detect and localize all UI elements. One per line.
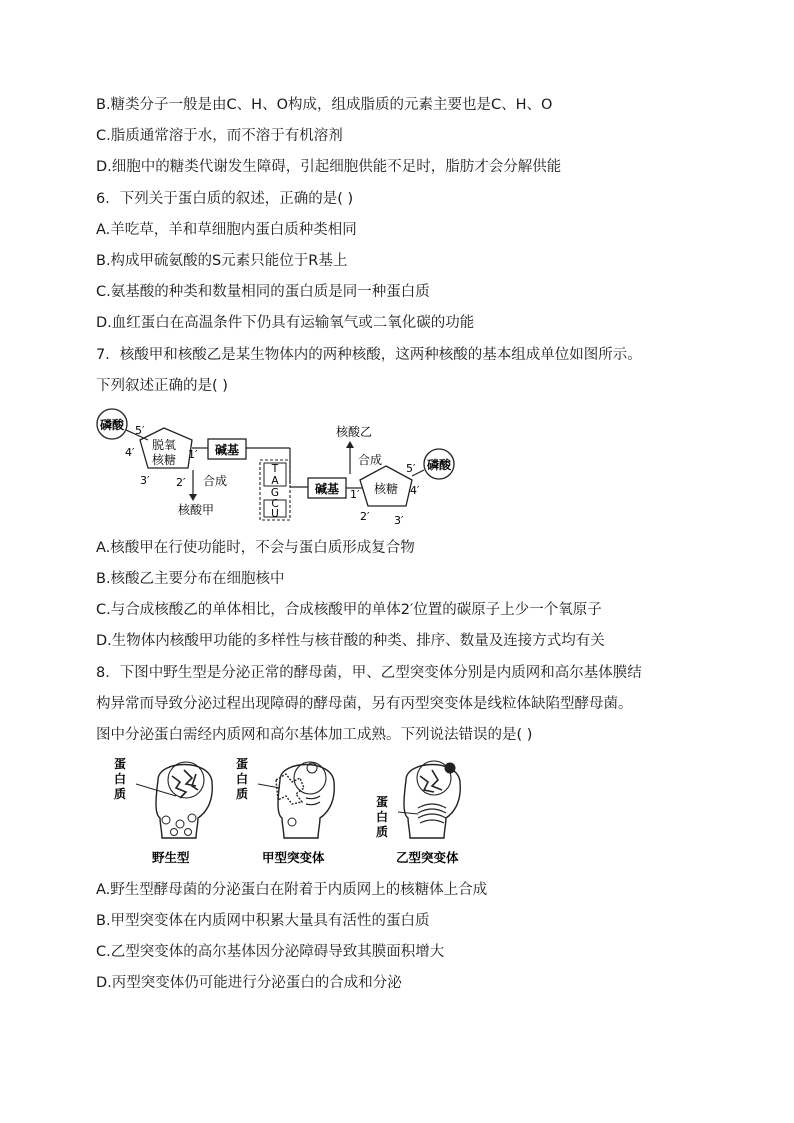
question-8-line3: 图中分泌蛋白需经内质网和高尔基体加工成熟。下列说法错误的是( ) bbox=[96, 727, 533, 743]
nucleic-acid-b-label: 核酸乙 bbox=[336, 425, 373, 439]
type-b-caption: 乙型突变体 bbox=[396, 850, 459, 865]
option-6c: C.氨基酸的种类和数量相同的蛋白质是同一种蛋白质 bbox=[96, 284, 430, 300]
option-5b: B.糖类分子一般是由C、H、O构成，组成脂质的元素主要也是C、H、O bbox=[96, 97, 553, 113]
type-a-protein-label-3: 质 bbox=[236, 787, 249, 801]
option-6a: A.羊吃草，羊和草细胞内蛋白质种类相同 bbox=[96, 222, 357, 238]
carbon-3-right: 3′ bbox=[394, 514, 404, 527]
type-b-protein-label-1: 蛋 bbox=[376, 795, 389, 809]
type-b-protein-label-3: 质 bbox=[376, 825, 389, 839]
question-7-line1: 7．核酸甲和核酸乙是某生物体内的两种核酸，这两种核酸的基本组成单位如图所示。 bbox=[96, 347, 642, 363]
type-a-protein-label-1: 蛋 bbox=[236, 757, 249, 771]
base-right-label: 碱基 bbox=[314, 482, 340, 496]
option-7c: C.与合成核酸乙的单体相比，合成核酸甲的单体2′位置的碳原子上少一个氧原子 bbox=[96, 602, 602, 618]
type-a-protein-label-2: 白 bbox=[236, 772, 249, 786]
option-5d: D.细胞中的糖类代谢发生障碍，引起细胞供能不足时，脂肪才会分解供能 bbox=[96, 159, 562, 175]
option-8b: B.甲型突变体在内质网中积累大量具有活性的蛋白质 bbox=[96, 913, 430, 929]
option-7d: D.生物体内核酸甲功能的多样性与核苷酸的种类、排序、数量及连接方式均有关 bbox=[96, 633, 605, 649]
carbon-2-right: 2′ bbox=[360, 510, 370, 523]
carbon-1-right: 1′ bbox=[350, 488, 360, 501]
synthesis-left-label: 合成 bbox=[203, 474, 228, 488]
carbon-1-left: 1′ bbox=[188, 448, 198, 461]
option-7b: B.核酸乙主要分布在细胞核中 bbox=[96, 571, 285, 587]
option-8a: A.野生型酵母菌的分泌蛋白在附着于内质网上的核糖体上合成 bbox=[96, 882, 488, 898]
option-6b: B.构成甲硫氨酸的S元素只能位于R基上 bbox=[96, 253, 348, 269]
wild-protein-label-2: 白 bbox=[114, 772, 127, 786]
deoxyribose-label-2: 核糖 bbox=[151, 453, 177, 467]
base-u: U bbox=[271, 508, 279, 520]
carbon-4-right: 4′ bbox=[410, 484, 420, 497]
carbon-2-left: 2′ bbox=[176, 476, 186, 489]
type-a-mutant-cell bbox=[258, 762, 334, 838]
base-c: C bbox=[271, 498, 279, 510]
type-a-caption: 甲型突变体 bbox=[262, 850, 325, 865]
base-left-label: 碱基 bbox=[214, 443, 240, 457]
type-b-protein-label-2: 白 bbox=[376, 810, 389, 824]
nucleic-acid-a-label: 核酸甲 bbox=[178, 503, 215, 517]
question-8-line1: 8．下图中野生型是分泌正常的酵母菌，甲、乙型突变体分别是内质网和高尔基体膜结 bbox=[96, 665, 642, 681]
wild-protein-label-1: 蛋 bbox=[114, 757, 127, 771]
carbon-3-left: 3′ bbox=[140, 474, 150, 487]
option-8d: D.丙型突变体仍可能进行分泌蛋白的合成和分泌 bbox=[96, 975, 402, 991]
ribose-label: 核糖 bbox=[373, 482, 399, 496]
wild-type-cell bbox=[136, 762, 212, 838]
wild-protein-label-3: 质 bbox=[114, 787, 127, 801]
yeast-figure bbox=[100, 752, 480, 870]
synthesis-right-label: 合成 bbox=[358, 453, 383, 467]
option-6d: D.血红蛋白在高温条件下仍具有运输氧气或二氧化碳的功能 bbox=[96, 315, 475, 331]
base-t: T bbox=[271, 463, 279, 475]
nucleotide-figure bbox=[92, 408, 472, 530]
type-b-mutant-cell bbox=[398, 761, 460, 838]
base-g: G bbox=[270, 487, 280, 499]
deoxyribose-label-1: 脱氧 bbox=[151, 438, 177, 452]
option-5c: C.脂质通常溶于水，而不溶于有机溶剂 bbox=[96, 128, 343, 144]
carbon-4-left: 4′ bbox=[125, 446, 135, 459]
wild-type-caption: 野生型 bbox=[152, 850, 190, 865]
carbon-5-left: 5′ bbox=[135, 424, 145, 437]
base-a: A bbox=[271, 475, 279, 487]
question-7-line2: 下列叙述正确的是( ) bbox=[96, 378, 228, 394]
phosphate-right-label: 磷酸 bbox=[426, 458, 452, 472]
phosphate-left-label: 磷酸 bbox=[99, 418, 125, 432]
option-7a: A.核酸甲在行使功能时，不会与蛋白质形成复合物 bbox=[96, 540, 415, 556]
question-6: 6．下列关于蛋白质的叙述，正确的是( ) bbox=[96, 191, 354, 207]
question-8-line2: 构异常而导致分泌过程出现障碍的酵母菌，另有丙型突变体是线粒体缺陷型酵母菌。 bbox=[96, 696, 633, 712]
carbon-5-right: 5′ bbox=[406, 462, 416, 475]
option-8c: C.乙型突变体的高尔基体因分泌障碍导致其膜面积增大 bbox=[96, 944, 445, 960]
